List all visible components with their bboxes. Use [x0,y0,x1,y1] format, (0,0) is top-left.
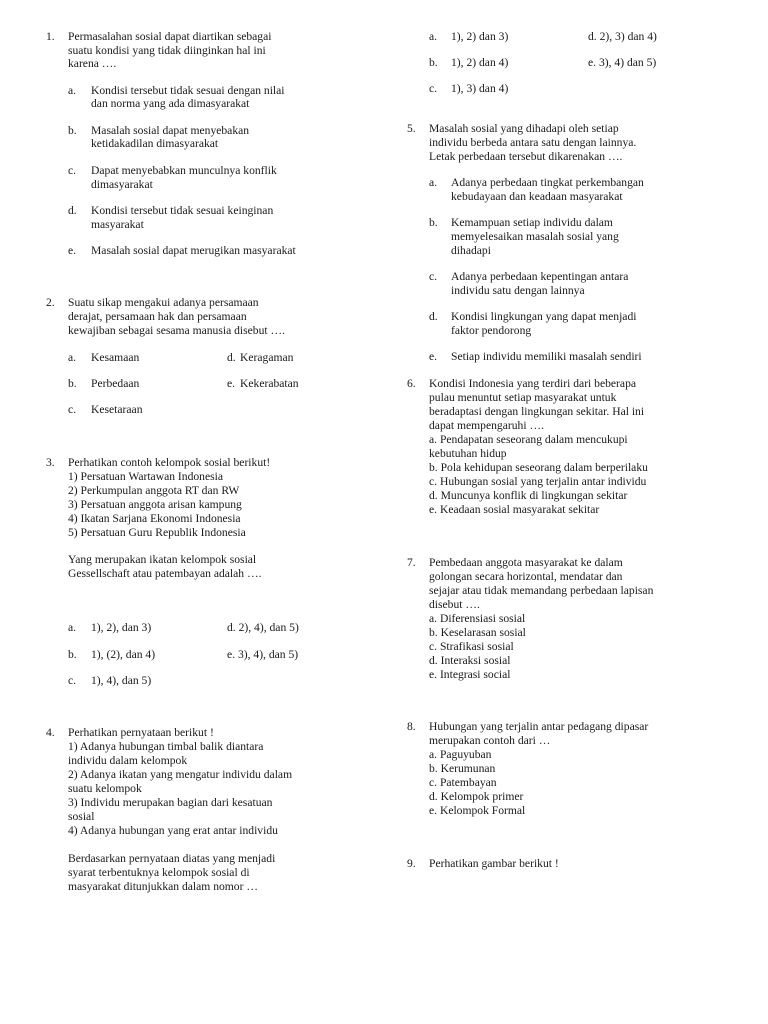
option-text: Keragaman [240,351,294,364]
option-text: d. Kelompok primer [429,790,524,803]
option-letter: a. [68,621,77,634]
question-number: 1. [46,30,55,43]
question-text: suatu kelompok [68,782,142,795]
question-number: 4. [46,726,55,739]
option-letter: b. [68,124,77,137]
option-letter: c. [429,270,438,283]
option-text: Dapat menyebabkan munculnya konflik [91,164,277,177]
question-text: dapat mempengaruhi …. [429,419,544,432]
question-text: sejajar atau tidak memandang perbedaan lapisan [429,584,654,597]
option-text: Kesetaraan [91,403,143,416]
option-text: ketidakadilan dimasyarakat [91,137,219,150]
option-text: Perbedaan [91,377,140,390]
question-text: Pembedaan anggota masyarakat ke dalam [429,556,623,569]
option-text: dihadapi [451,244,491,257]
question-text: golongan secara horizontal, mendatar dan [429,570,623,583]
option-letter: a. [68,84,77,97]
question-text: individu berbeda antara satu dengan lainnya. [429,136,637,149]
option-text: c. Strafikasi sosial [429,640,514,653]
option-text: b. Kerumunan [429,762,496,775]
question-text: Hubungan yang terjalin antar pedagang dipasar [429,720,649,733]
option-text: Kondisi tersebut tidak sesuai dengan nilai [91,84,285,97]
question-text: Permasalahan sosial dapat diartikan sebagai [68,30,272,43]
question-text: 2) Perkumpulan anggota RT dan RW [68,484,240,497]
option-letter: e. [429,350,438,363]
option-letter: b. [68,648,77,661]
question-text: 4) Ikatan Sarjana Ekonomi Indonesia [68,512,241,525]
question-text: merupakan contoh dari … [429,734,551,747]
option-letter: d. [429,310,438,323]
option-text: masyarakat [91,218,144,231]
question-text: Kondisi Indonesia yang terdiri dari beberapa [429,377,637,390]
option-letter: a. [429,30,438,43]
option-text: e. Keadaan sosial masyarakat sekitar [429,503,600,516]
question-text: masyarakat ditunjukkan dalam nomor … [68,880,258,893]
option-text: c. Hubungan sosial yang terjalin antar individu [429,475,647,488]
question-number: 2. [46,296,55,309]
option-text: 1), 3) dan 4) [451,82,509,95]
option-letter: d. [68,204,77,217]
option-text: 1), 4), dan 5) [91,674,152,687]
question-number: 8. [407,720,416,733]
option-text: 1), 2) dan 4) [451,56,509,69]
question-number: 5. [407,122,416,135]
option-text: a. Pendapatan seseorang dalam mencukupi [429,433,628,446]
option-text: faktor pendorong [451,324,532,337]
option-text: Masalah sosial dapat menyebakan [91,124,250,137]
option-letter: b. [68,377,77,390]
question-text: disebut …. [429,598,480,611]
option-letter: e. [68,244,77,257]
option-text: kebutuhan hidup [429,447,507,460]
question-number: 3. [46,456,55,469]
question-text: 1) Persatuan Wartawan Indonesia [68,470,223,483]
option-text: kebudayaan dan keadaan masyarakat [451,190,623,203]
question-number: 9. [407,857,416,870]
question-text: 3) Individu merupakan bagian dari kesatuan [68,796,273,809]
option-text: e. 3), 4) dan 5) [588,56,657,69]
question-text: 5) Persatuan Guru Republik Indonesia [68,526,246,539]
question-text: Letak perbedaan tersebut dikarenakan …. [429,150,623,163]
question-text: sosial [68,810,95,823]
option-text: b. Pola kehidupan seseorang dalam berperilaku [429,461,648,474]
question-text: Gessellschaft atau patembayan adalah …. [68,567,262,580]
option-text: individu satu dengan lainnya [451,284,585,297]
option-text: e. Integrasi social [429,668,511,681]
option-text: d. 2), 4), dan 5) [227,621,299,634]
option-letter: b. [429,56,438,69]
option-text: Kesamaan [91,351,140,364]
question-text: Perhatikan contoh kelompok sosial berikut! [68,456,271,469]
question-text: syarat terbentuknya kelompok sosial di [68,866,250,879]
question-text: suatu kondisi yang tidak diinginkan hal ini [68,44,266,57]
question-text: karena …. [68,57,117,70]
option-text: b. Keselarasan sosial [429,626,526,639]
option-text: Setiap individu memiliki masalah sendiri [451,350,642,363]
option-text: memyelesaikan masalah sosial yang [451,230,619,243]
option-letter: c. [68,403,77,416]
question-text: Suatu sikap mengakui adanya persamaan [68,296,259,309]
option-text: e. Kelompok Formal [429,804,526,817]
option-text: d. Interaksi sosial [429,654,511,667]
option-letter: e. [227,377,236,390]
option-text: d. 2), 3) dan 4) [588,30,657,43]
option-text: Kondisi lingkungan yang dapat menjadi [451,310,637,323]
option-text: Kekerabatan [240,377,299,390]
question-text: 2) Adanya ikatan yang mengatur individu dalam [68,768,293,781]
question-text: Perhatikan gambar berikut ! [429,857,559,870]
question-number: 6. [407,377,416,390]
question-text: individu dalam kelompok [68,754,188,767]
question-text: Berdasarkan pernyataan diatas yang menjadi [68,852,276,865]
option-text: dan norma yang ada dimasyarakat [91,97,250,110]
option-text: a. Diferensiasi sosial [429,612,526,625]
question-text: derajat, persamaan hak dan persamaan [68,310,247,323]
question-text: pulau menuntut setiap masyarakat untuk [429,391,617,404]
option-text: Kondisi tersebut tidak sesuai keinginan [91,204,274,217]
question-text: 4) Adanya hubungan yang erat antar individu [68,824,278,837]
option-letter: a. [68,351,77,364]
option-letter: c. [68,674,77,687]
question-text: 1) Adanya hubungan timbal balik diantara [68,740,264,753]
question-text: Yang merupakan ikatan kelompok sosial [68,553,257,566]
option-text: 1), 2) dan 3) [451,30,509,43]
question-text: Perhatikan pernyataan berikut ! [68,726,214,739]
option-text: Adanya perbedaan kepentingan antara [451,270,629,283]
option-text: Masalah sosial dapat merugikan masyarakat [91,244,296,257]
option-text: e. 3), 4), dan 5) [227,648,299,661]
option-text: Adanya perbedaan tingkat perkembangan [451,176,644,189]
option-letter: c. [429,82,438,95]
option-text: Kemampuan setiap individu dalam [451,216,613,229]
option-text: 1), (2), dan 4) [91,648,156,661]
question-text: 3) Persatuan anggota arisan kampung [68,498,242,511]
question-number: 7. [407,556,416,569]
option-letter: b. [429,216,438,229]
option-text: c. Patembayan [429,776,497,789]
question-text: kewajiban sebagai sesama manusia disebut …. [68,324,285,337]
option-letter: c. [68,164,77,177]
option-letter: a. [429,176,438,189]
option-text: a. Paguyuban [429,748,492,761]
question-text: Masalah sosial yang dihadapi oleh setiap [429,122,619,135]
option-letter: d. [227,351,236,364]
question-text: beradaptasi dengan lingkungan sekitar. Hal ini [429,405,645,418]
option-text: 1), 2), dan 3) [91,621,152,634]
option-text: dimasyarakat [91,178,153,191]
option-text: d. Muncunya konflik di lingkungan sekitar [429,489,628,502]
